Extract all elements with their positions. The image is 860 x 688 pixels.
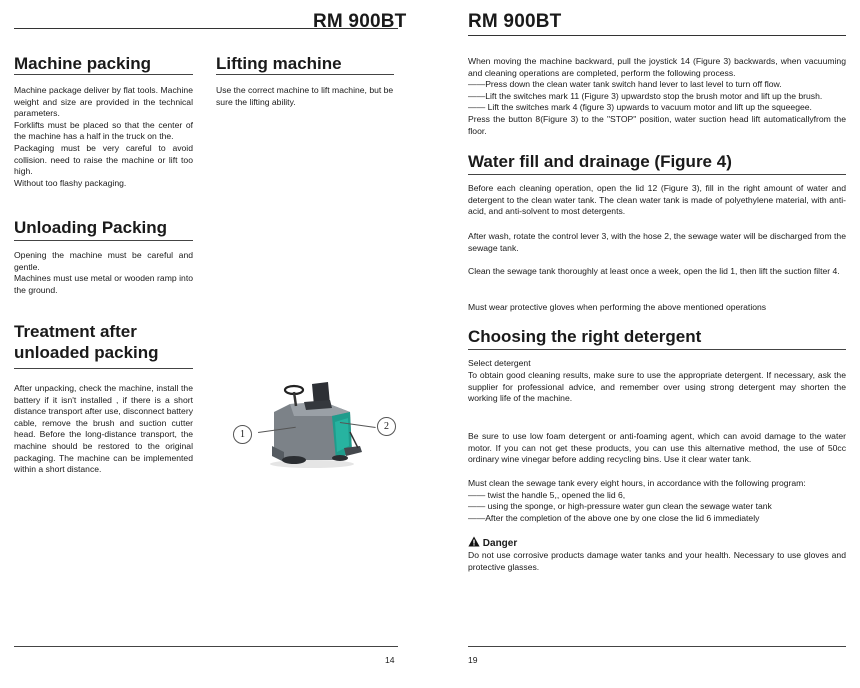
- water-fill-rule: [468, 174, 846, 175]
- warning-icon: [468, 536, 480, 547]
- lifting-machine-text: Use the correct machine to lift machine, but be sure the lifting ability.: [216, 85, 394, 107]
- right-page-number: 19: [468, 655, 478, 665]
- unloading-packing-rule: [14, 240, 193, 241]
- left-model-title: RM 900BT: [313, 11, 407, 32]
- select-detergent-label: Select detergent: [468, 358, 531, 368]
- water-fill-heading: Water fill and drainage (Figure 4): [468, 152, 732, 171]
- treatment-heading: Treatment after unloaded packing: [14, 322, 159, 362]
- danger-title: Danger: [482, 538, 518, 549]
- water-fill-para-4: Must wear protective gloves when performing the above mentioned operations: [468, 302, 767, 312]
- right-header-rule: [468, 35, 846, 36]
- left-footer-rule: [14, 646, 398, 647]
- lifting-machine-heading: Lifting machine: [216, 54, 342, 73]
- machine-packing-heading: Machine packing: [14, 54, 151, 73]
- treatment-text: After unpacking, check the machine, install the battery if it isn't installed , if there is a short distance transport after use, disconnect battery cable, remove the brush and suction cutter head. Before the long-distance transport, the machine should be restored to the original packaging. The machine can be implemented within a short distance.: [14, 383, 193, 475]
- danger-text: Do not use corrosive products damage water tanks and your health. Necessary to use gloves and protective glasses.: [468, 550, 846, 572]
- detergent-para-1: To obtain good cleaning results, make sure to use the appropriate detergent. If necessary, ask the supplier for professional advice, and remember over using strong detergent may shorten the working life of the machine.: [468, 370, 846, 404]
- detergent-para-2: Be sure to use low foam detergent or anti-foaming agent, which can avoid damage to the water motor. If you can not get these products, you can use this alternative method, the use of 50cc ordinary wine vinegar before adding recycling bins. Use it clear water tank.: [468, 431, 846, 465]
- right-model-title: RM 900BT: [468, 11, 562, 32]
- water-fill-para-1: Before each cleaning operation, open the lid 12 (Figure 3), fill in the right amount of water and detergent to the clean water tank. The clean water tank is made of polyethylene material, with anti-acid, and anti-solvent to most detergents.: [468, 183, 846, 217]
- treatment-rule: [14, 368, 193, 369]
- detergent-rule: [468, 349, 846, 350]
- callout-1: 1: [233, 425, 252, 444]
- machine-packing-rule: [14, 74, 193, 75]
- detergent-heading: Choosing the right detergent: [468, 327, 702, 346]
- left-page-number: 14: [385, 655, 395, 665]
- water-fill-para-2: After wash, rotate the control lever 3, with the hose 2, the sewage water will be discharged from the sewage tank.: [468, 231, 846, 253]
- lifting-machine-rule: [216, 74, 394, 75]
- callout-2: 2: [377, 417, 396, 436]
- water-fill-para-3: Clean the sewage tank thoroughly at least once a week, open the lid 1, then lift the suction filter 4.: [468, 266, 840, 276]
- unloading-packing-heading: Unloading Packing: [14, 218, 168, 237]
- intro-text: When moving the machine backward, pull the joystick 14 (Figure 3) backwards, when vacuuming and cleaning operations are completed, perform the following process. ——Press down the clean water tank switch hand lever to last level to turn off flow. ——Lift the switches mark 11 (Figure 3) upwardsto stop the brush motor and lift up the brush. —— Lift the switches mark 4 (figure 3) upwards to vacuum motor and lift up the squeegee. Press the button 8(Figure 3) to the "STOP" position, water suction head lift automaticallyfrom the floor.: [468, 56, 846, 136]
- danger-title-row: [468, 536, 517, 549]
- detergent-para-3: Must clean the sewage tank every eight hours, in accordance with the following program: —— twist the handle 5,, opened the lid 6, —— using the sponge, or high-pressure water gun clean the sewage water tank ——After the completion of the above one by one close the lid 6 immediately: [468, 478, 806, 523]
- unloading-packing-text: Opening the machine must be careful and gentle. Machines must use metal or wooden ramp into the ground.: [14, 250, 193, 295]
- right-footer-rule: [468, 646, 846, 647]
- machine-packing-text: Machine package deliver by flat tools. Machine weight and size are provided in the technical parameters. Forklifts must be placed so that the center of the machine has a half in the truck on the. Packaging must be very careful to avoid collision. need to raise the machine or lift too high. Without too flashy packaging.: [14, 85, 193, 188]
